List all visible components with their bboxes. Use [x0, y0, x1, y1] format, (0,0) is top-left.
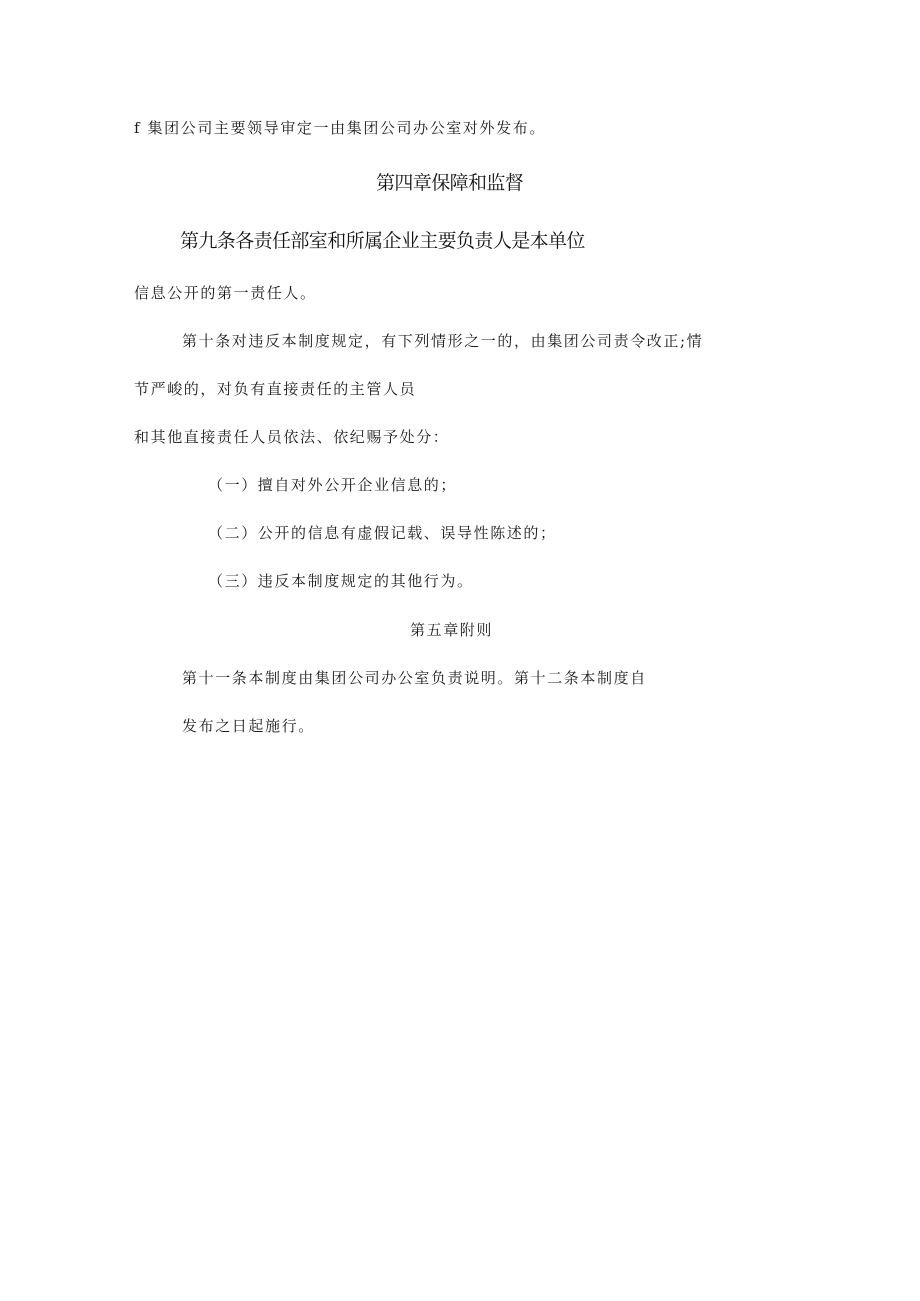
text-line-article-10: 第十条对违反本制度规定，有下列情形之一的，由集团公司责令改正;情	[182, 332, 704, 350]
text-line-article-10-cont: 节严峻的，对负有直接责任的主管人员	[134, 380, 417, 398]
chapter-4-title: 第四章保障和监督	[376, 172, 524, 194]
list-item-3: （三）违反本制度规定的其他行为。	[208, 572, 474, 590]
text-line-article-9-cont: 信息公开的第一责任人。	[134, 284, 317, 302]
text-line-article-11-12: 第十一条本制度由集团公司办公室负责说明。第十二条本制度自	[182, 669, 647, 687]
chapter-5-title: 第五章附则	[410, 621, 494, 639]
list-item-2: （二）公开的信息有虚假记载、误导性陈述的；	[208, 524, 557, 542]
text-line-article-12-cont: 发布之日起施行。	[182, 717, 315, 735]
list-item-1: （一）擅自对外公开企业信息的；	[208, 476, 458, 494]
text-line-publication: f 集团公司主要领导审定一由集团公司办公室对外发布。	[134, 119, 546, 137]
text-line-article-10-cont2: 和其他直接责任人员依法、依纪赐予处分：	[134, 428, 450, 446]
article-9-heading: 第九条各责任部室和所属企业主要负责人是本单位	[180, 230, 585, 252]
